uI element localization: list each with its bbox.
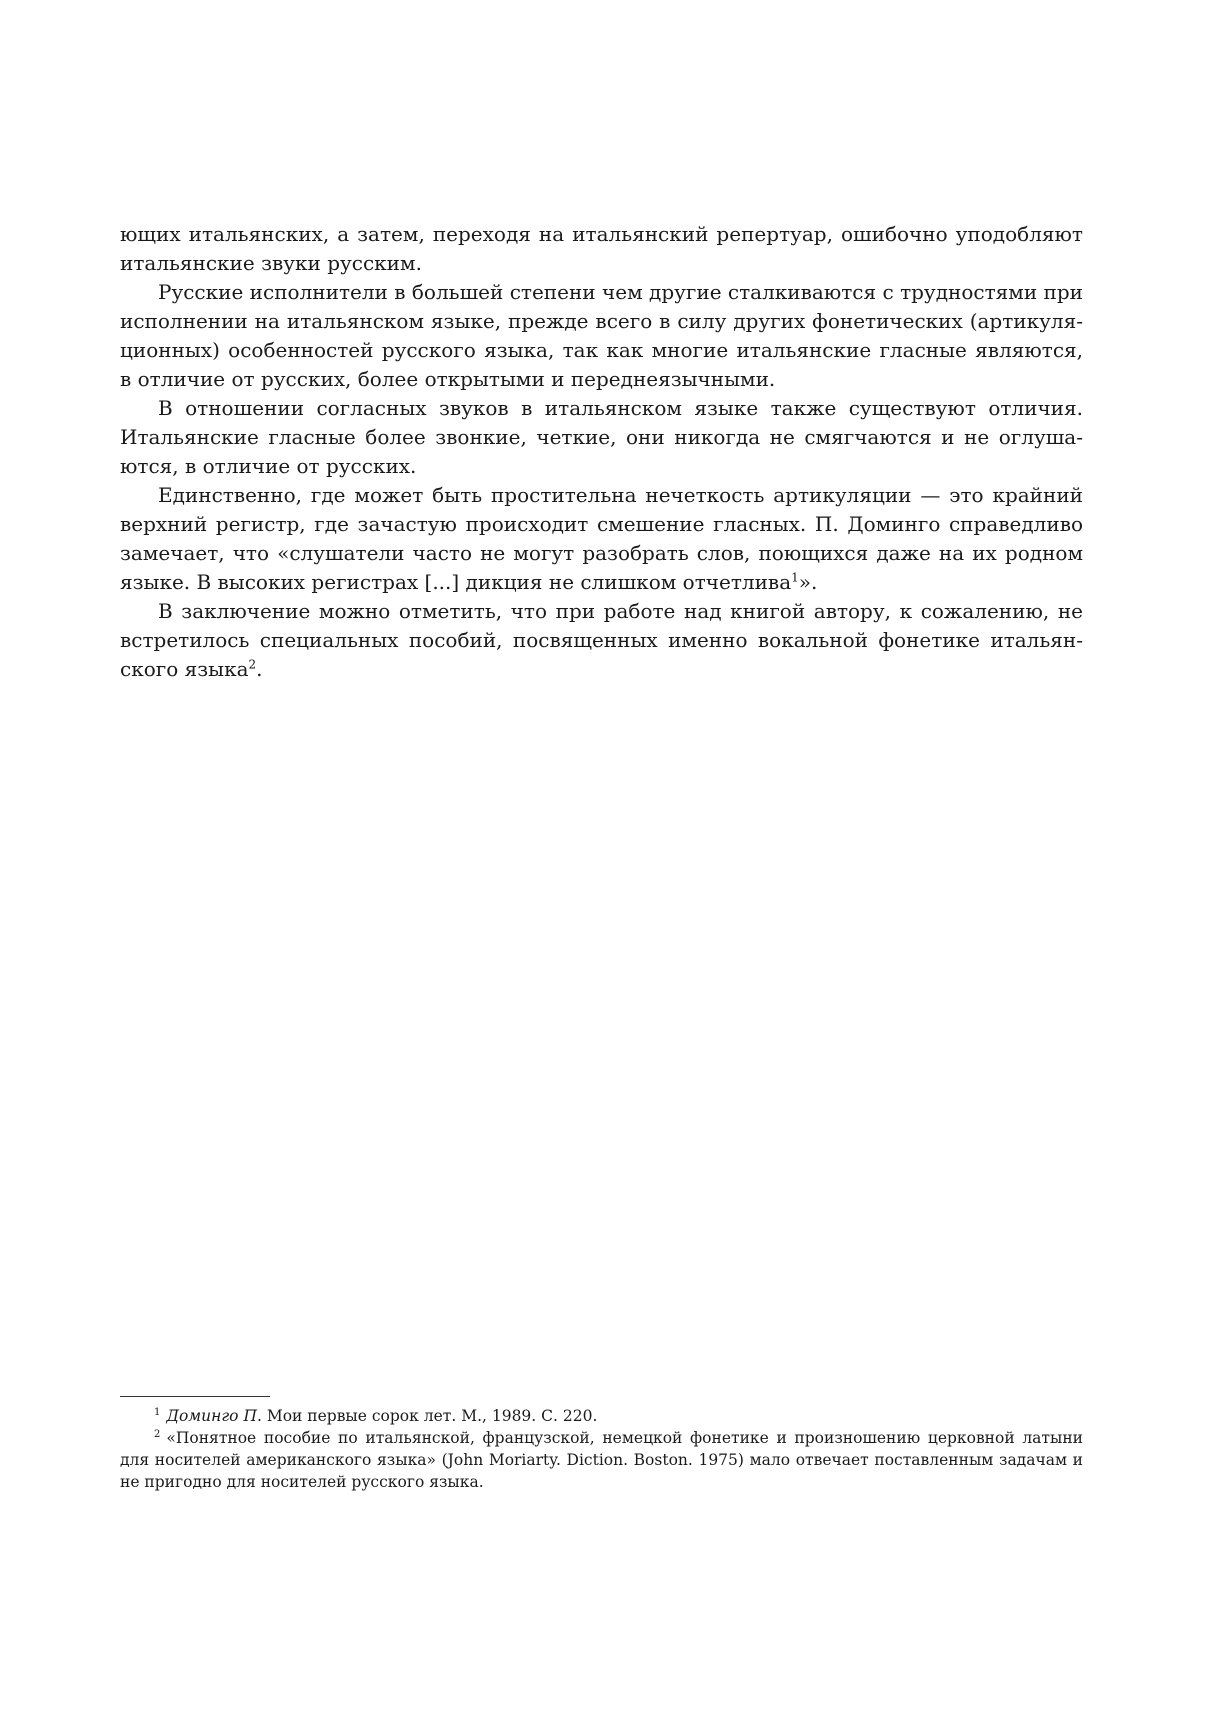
footnote-divider bbox=[120, 1396, 270, 1397]
main-text bbox=[120, 220, 1083, 684]
paragraph-1: ющих итальянских, а затем, переходя на итальянский репертуар, ошибочно уподобляют итальянские звуки русским. bbox=[120, 222, 1083, 275]
footnote-ref-2[interactable]: 2 bbox=[248, 657, 257, 672]
paragraph-3: В отношении согласных звуков в итальянском языке также существуют отличия. Итальянские гласные более звонкие, четкие, они никогда не смягчаются и не оглушаются, в отличие от русских. bbox=[120, 396, 1083, 478]
footnote-number-1: 1 bbox=[154, 1406, 161, 1418]
footnote-number-2: 2 bbox=[154, 1428, 161, 1440]
footnote-ref-1[interactable]: 1 bbox=[791, 570, 799, 585]
footnote-author: Доминго П. bbox=[166, 1407, 262, 1425]
paragraph-5: В заключение можно отметить, что при работе над книгой автору, к сожалению, не встретилось специальных пособий, посвященных именно вокальной фонетике итальянского языка$^2$. bbox=[120, 599, 1083, 681]
paragraph-4: Единственно, где может быть простительна нечеткость артикуляции — это крайний верхний регистр, где зачастую происходит смешение гласных. П. Доминго справедливо замечает, что «слушатели часто не могут разобрать слов, поющихся даже на их родном языке. В высоких регистрах [...] дикция не слишком отчетлива$^1$». bbox=[120, 483, 1083, 594]
paragraph-2: Русские исполнители в большей степени чем другие сталкиваются с трудностями при исполнении на итальянском языке, прежде всего в силу других фонетических (артикуляционных) особенностей русского языка, так как многие итальянские гласные являются, в отличие от русских, более открытыми и переднеязычными. bbox=[120, 280, 1083, 391]
footnotes bbox=[120, 1396, 1083, 1493]
footnote-1: $^1$ Доминго П. Мои первые сорок лет. М., 1989. С. 220. bbox=[154, 1406, 598, 1425]
footnote-2: $^2$ «Понятное пособие по итальянской, французской, немецкой фонетике и произношению церковной латыни для носителей американского языка» (John Moriarty. Diction. Boston. 1975) мало отвечает поставленным задачам и не пригодно для носителей русского языка. bbox=[120, 1428, 1083, 1491]
